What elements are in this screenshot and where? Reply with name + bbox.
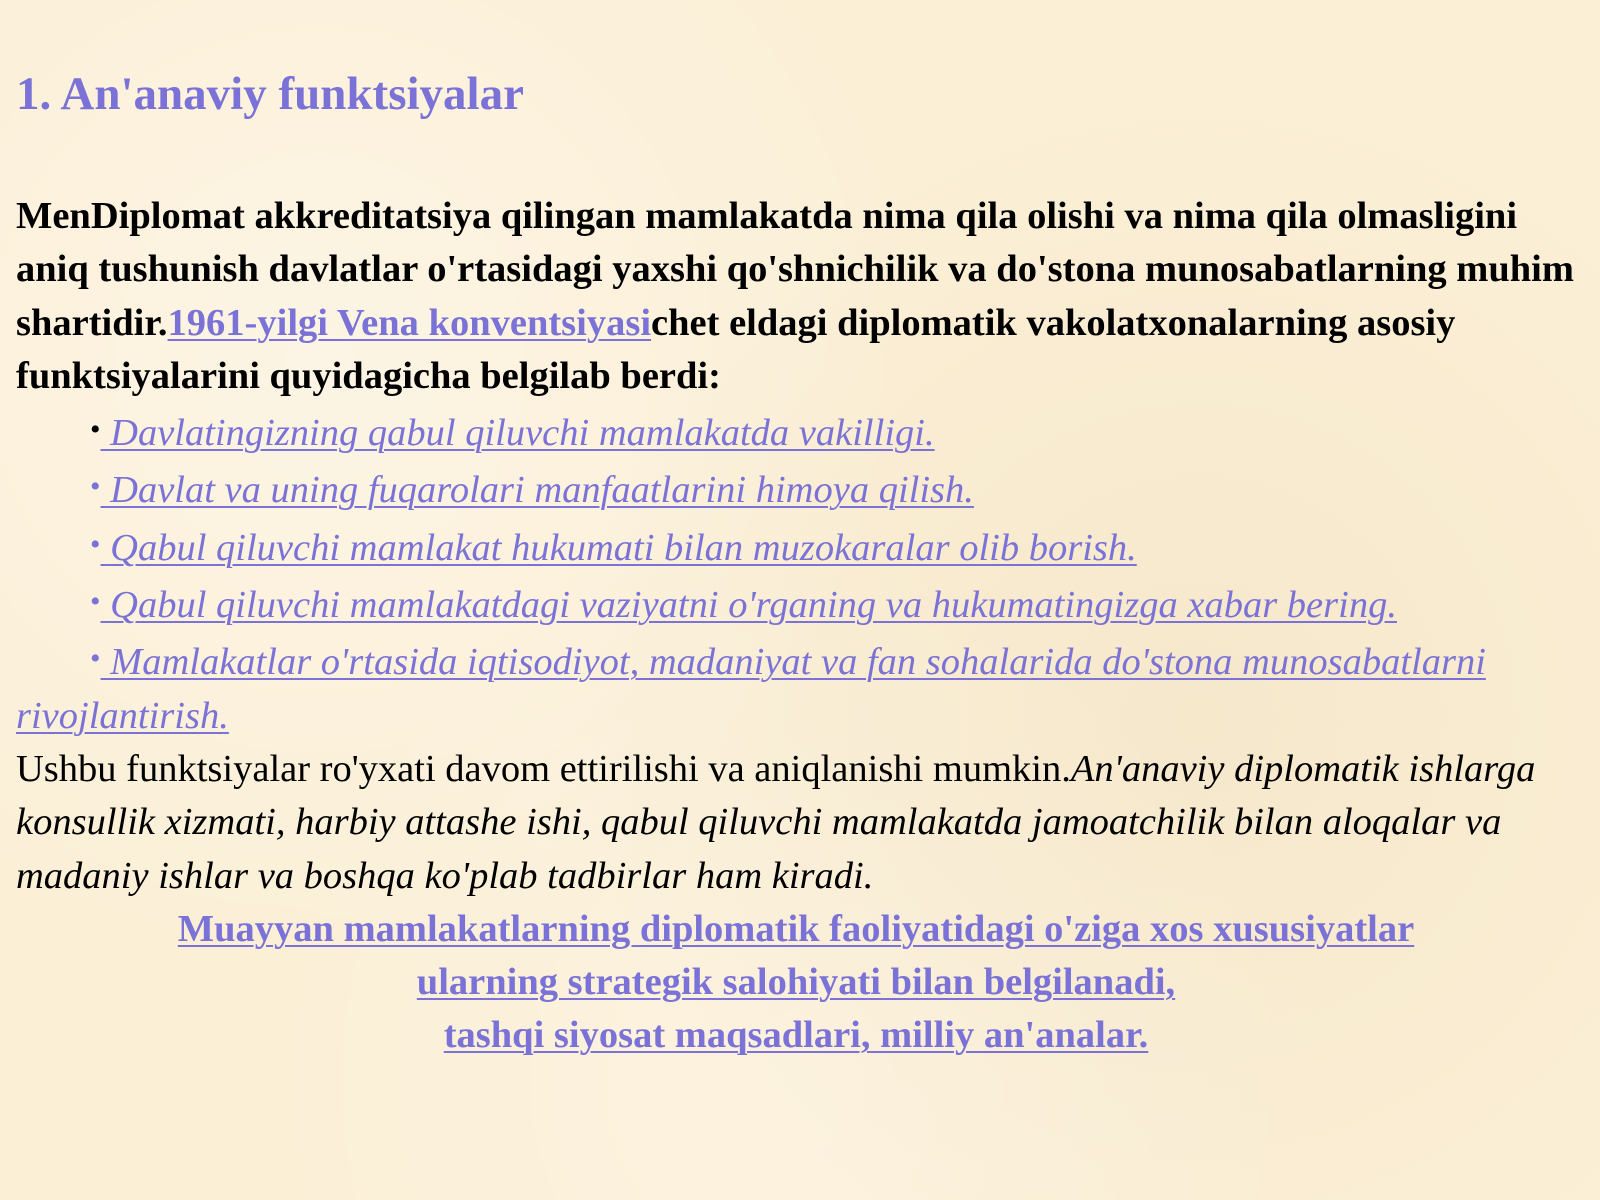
intro-text-end: chet eldagi diplomatik vakolatxonalarning asosiy funktsiyalarini quyidagicha belgilab berdi: bbox=[16, 301, 1456, 397]
list-item bbox=[16, 403, 1576, 460]
closing-text: Ushbu funktsiyalar ro'yxati davom ettirilishi va aniqlanishi mumkin. bbox=[16, 747, 1071, 790]
function-link-protection[interactable]: Davlat va uning fuqarolari manfaatlarini himoya qilish. bbox=[100, 469, 974, 512]
bullet-icon: • bbox=[90, 527, 101, 561]
closing-italic-text: An'anaviy diplomatik ishlarga konsullik xizmati, harbiy attashe ishi, qabul qiluvchi mamlakatda jamoatchilik bilan aloqalar va madaniy ishlar va boshqa ko'plab tadbirlar ham kiradi. bbox=[16, 747, 1536, 897]
slide-body bbox=[16, 190, 1576, 1063]
functions-list bbox=[16, 403, 1576, 743]
list-item bbox=[16, 632, 1576, 743]
intro-text-start: MenDiplomat akkreditatsiya qilingan mamlakatda nima qila olishi va nima qila olmasligini aniq tushunish davlatlar o'rtasidagi yaxshi qo'shnichilik va do'stona munosabatlarning muhim shartidir. bbox=[16, 195, 1574, 344]
closing-paragraph bbox=[16, 743, 1576, 903]
specifics-link-2[interactable]: ularning strategik salohiyati bilan belgilanadi, bbox=[416, 961, 1176, 1004]
function-link-relations[interactable]: Mamlakatlar o'rtasida iqtisodiyot, madaniyat va fan sohalarida do'stona munosabatlarni rivojlantirish. bbox=[16, 641, 1486, 737]
centered-link-line-2 bbox=[16, 956, 1576, 1009]
list-item bbox=[16, 518, 1576, 575]
bullet-icon: • bbox=[90, 585, 101, 619]
bullet-icon: • bbox=[90, 413, 101, 447]
intro-paragraph bbox=[16, 190, 1576, 403]
function-link-reporting[interactable]: Qabul qiluvchi mamlakatdagi vaziyatni o'rganing va hukumatingizga xabar bering. bbox=[100, 584, 1397, 627]
vienna-convention-link[interactable]: 1961-yilgi Vena konventsiyasi bbox=[167, 301, 652, 344]
function-link-representation[interactable]: Davlatingizning qabul qiluvchi mamlakatda vakilligi. bbox=[100, 412, 935, 455]
list-item bbox=[16, 460, 1576, 517]
specifics-link-1[interactable]: Muayyan mamlakatlarning diplomatik faoliyatidagi o'ziga xos xususiyatlar bbox=[177, 907, 1415, 950]
bullet-icon: • bbox=[90, 642, 101, 676]
bullet-icon: • bbox=[90, 470, 101, 504]
centered-link-line-1 bbox=[16, 903, 1576, 956]
specifics-link-3[interactable]: tashqi siyosat maqsadlari, milliy an'analar. bbox=[443, 1014, 1149, 1057]
slide-title: 1. An'anaviy funktsiyalar bbox=[16, 68, 524, 120]
function-link-negotiation[interactable]: Qabul qiluvchi mamlakat hukumati bilan muzokaralar olib borish. bbox=[100, 526, 1137, 569]
list-item bbox=[16, 575, 1576, 632]
centered-link-line-3 bbox=[16, 1009, 1576, 1062]
